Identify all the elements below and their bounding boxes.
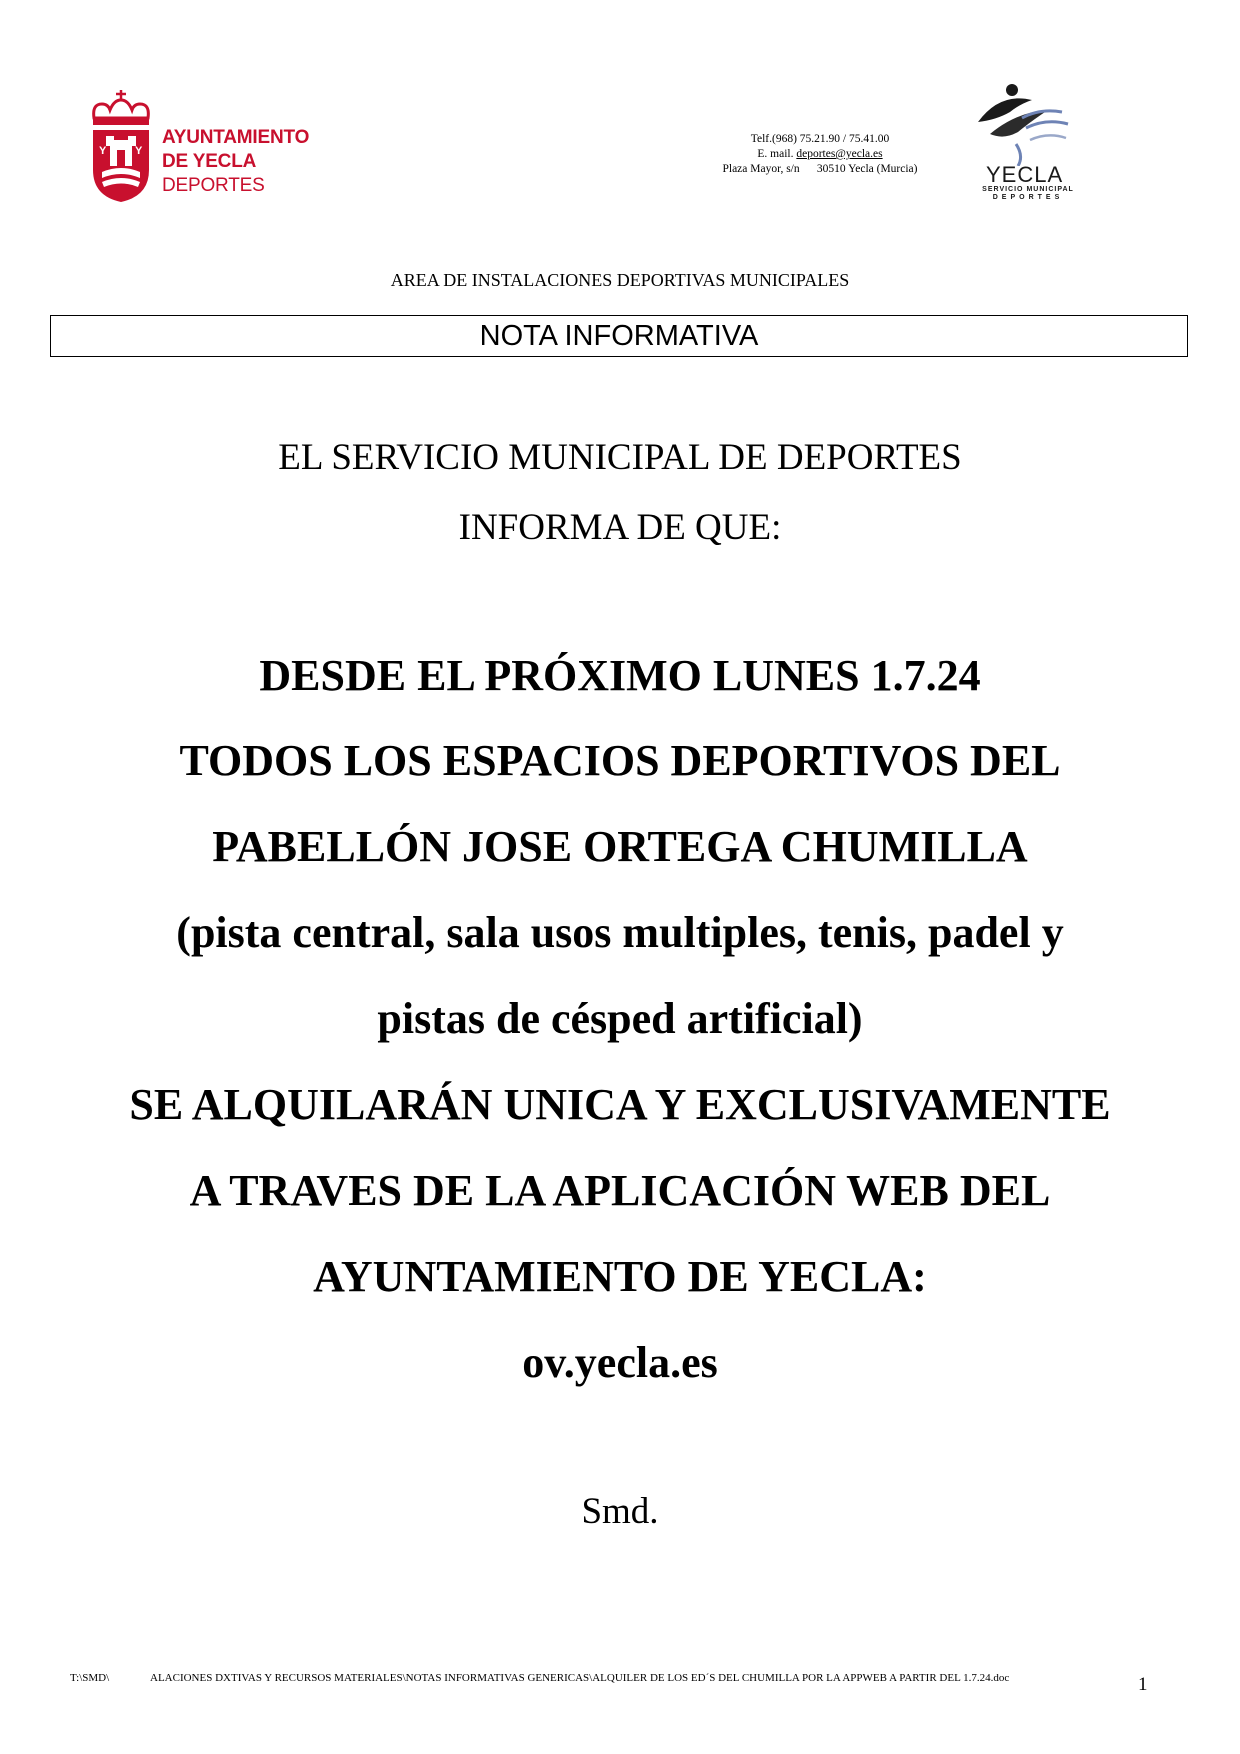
servicio-logo-sub-2: DEPORTES xyxy=(992,194,1064,201)
ayuntamiento-logo-text xyxy=(162,126,309,198)
notice-line-6: SE ALQUILARÁN UNICA Y EXCLUSIVAMENTE xyxy=(129,1080,1111,1129)
servicio-municipal-logo xyxy=(970,82,1080,202)
notice-line-7: A TRAVES DE LA APLICACIÓN WEB DEL xyxy=(189,1166,1051,1215)
area-heading: AREA DE INSTALACIONES DEPORTIVAS MUNICIPALES xyxy=(390,270,850,290)
intro-line-2: INFORMA DE QUE: xyxy=(458,507,782,548)
contact-phone: Telf.(968) 75.21.90 / 75.41.00 xyxy=(750,133,890,145)
notice-line-5: pistas de césped artificial) xyxy=(377,994,863,1043)
servicio-logo-sub-1: SERVICIO MUNICIPAL xyxy=(982,186,1074,193)
svg-text:Y: Y xyxy=(99,145,107,157)
crown-shield-icon xyxy=(88,88,154,206)
nota-informativa-title: NOTA INFORMATIVA xyxy=(50,315,1188,357)
page-number: 1 xyxy=(1138,1674,1148,1695)
logo-line-2: DE YECLA xyxy=(162,151,257,172)
notice-line-8: AYUNTAMIENTO DE YECLA: xyxy=(313,1252,927,1301)
contact-email-link[interactable]: deportes@yecla.es xyxy=(796,148,883,160)
notice-line-1: DESDE EL PRÓXIMO LUNES 1.7.24 xyxy=(259,651,981,700)
contact-email-prefix: E. mail. xyxy=(757,148,794,160)
signature: Smd. xyxy=(581,1491,659,1532)
ayuntamiento-logo xyxy=(88,88,318,208)
intro-line-1: EL SERVICIO MUNICIPAL DE DEPORTES xyxy=(278,437,962,478)
notice-line-2: TODOS LOS ESPACIOS DEPORTIVOS DEL xyxy=(179,736,1061,785)
footer-file-path xyxy=(70,1672,1160,1684)
contact-info xyxy=(700,132,940,177)
logo-line-1: AYUNTAMIENTO xyxy=(162,127,310,148)
notice-line-3: PABELLÓN JOSE ORTEGA CHUMILLA xyxy=(212,822,1028,871)
svg-text:Y: Y xyxy=(135,145,143,157)
logo-line-3: DEPORTES xyxy=(162,175,265,196)
contact-email-line xyxy=(700,147,940,162)
footer-path-file: ALACIONES DXTIVAS Y RECURSOS MATERIALES\NOTAS INFORMATIVAS GENERICAS\ALQUILER DE LOS ED´S DEL CHUMILLA POR LA APPWEB A PARTIR DEL 1.7.24.doc xyxy=(150,1672,1010,1684)
notice-line-4: (pista central, sala usos multiples, tenis, padel y xyxy=(176,908,1064,957)
contact-address: Plaza Mayor, s/n 30510 Yecla (Murcia) xyxy=(722,163,918,175)
servicio-logo-brand: YECLA xyxy=(986,162,1064,187)
footer-path-drive: T:\SMD\ xyxy=(70,1672,110,1684)
servicio-logo-sub xyxy=(978,186,1078,202)
website-url[interactable]: ov.yecla.es xyxy=(522,1338,718,1387)
athlete-swoosh-icon xyxy=(970,82,1080,166)
